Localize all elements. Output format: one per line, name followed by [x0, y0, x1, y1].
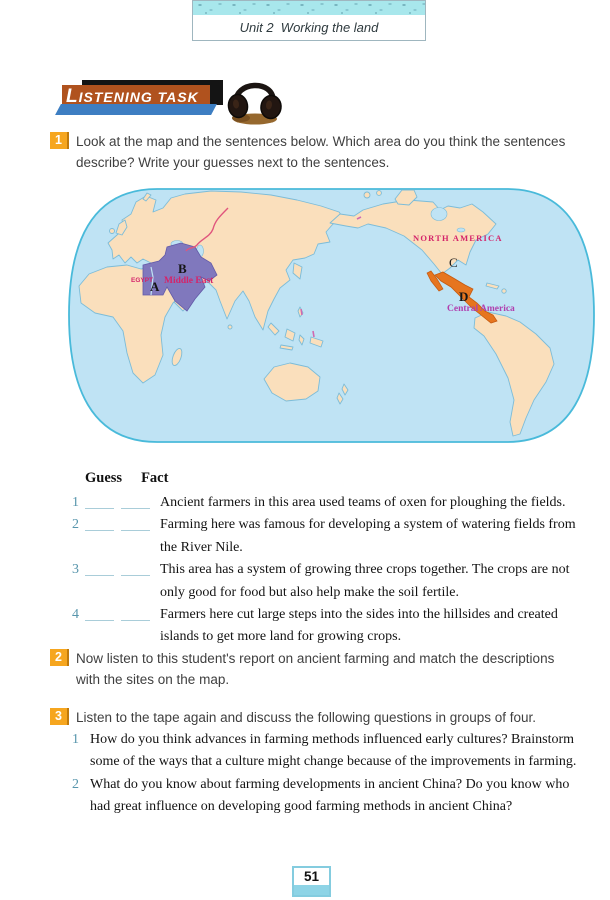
guess-column-header: Guess [85, 470, 123, 486]
task-1 [50, 131, 580, 173]
page-number-strip [294, 885, 329, 895]
guess-row-1 [70, 492, 582, 514]
guess-blank[interactable] [85, 574, 114, 576]
guess-blank[interactable] [85, 507, 114, 509]
guess-fact-header [70, 470, 582, 492]
task-1-number-badge: 1 [50, 132, 69, 149]
headphones-icon [226, 72, 284, 128]
map-marker-b: B [178, 261, 187, 276]
guess-fact-table [70, 470, 582, 649]
task-2 [50, 648, 580, 690]
task-3-number-badge: 3 [50, 708, 69, 725]
question-number: 1 [72, 732, 79, 747]
discussion-questions [70, 729, 582, 819]
guess-row-text: Farmers here cut large steps into the sides into the hillsides and created islands to get more land for growing crops. [160, 607, 558, 645]
fact-column-header: Fact [141, 470, 169, 486]
map-label-egypt: EGYPT [131, 277, 154, 284]
unit-title: Unit 2 Working the land [239, 20, 379, 35]
fact-blank[interactable] [121, 529, 150, 531]
world-map [67, 187, 596, 444]
guess-row-number: 1 [72, 495, 79, 510]
task-3-instruction: Listen to the tape again and discuss the following questions in groups of four. [76, 710, 537, 725]
task-3 [50, 707, 580, 728]
page-number: 51 [303, 869, 320, 884]
guess-row-number: 4 [72, 607, 79, 623]
task-1-instruction: Look at the map and the sentences below. Which area do you think the sentences describe? Write your guesses next to the sentences. [76, 134, 566, 170]
guess-row-text: Ancient farmers in this area used teams of oxen for ploughing the fields. [160, 495, 566, 510]
map-marker-d: D [459, 289, 469, 304]
guess-blank[interactable] [85, 619, 114, 621]
question-text: What do you know about farming developments in ancient China? Do you know who had great influence on developing good farming methods in ancient China? [90, 776, 570, 815]
page-number-box [292, 866, 331, 897]
question-text: How do you think advances in farming methods influenced early cultures? Brainstorm some of the ways that a culture might change because of the improvements in farming. [90, 732, 577, 770]
map-label-middle-east: Middle East [164, 276, 214, 286]
water-pattern-decoration [193, 1, 425, 15]
guess-row-text: This area has a system of growing three crops together. The crops are not only good for food but also help make the soil fertile. [160, 562, 570, 600]
task-2-number-badge: 2 [50, 649, 69, 666]
map-label-north-america: NORTH AMERICA [413, 233, 503, 243]
guess-row-4 [70, 604, 582, 649]
task-2-instruction: Now listen to this student's report on ancient farming and match the descriptions with the sites on the map. [76, 651, 555, 687]
listening-task-logo [52, 80, 222, 117]
guess-row-2 [70, 514, 582, 559]
discussion-question-1 [70, 729, 582, 774]
guess-row-number: 3 [72, 562, 79, 578]
fact-blank[interactable] [121, 574, 150, 576]
map-marker-a: A [150, 279, 160, 294]
guess-blank[interactable] [85, 529, 114, 531]
guess-row-number: 2 [72, 517, 79, 533]
fact-blank[interactable] [121, 619, 150, 621]
discussion-question-2 [70, 774, 582, 819]
guess-row-3 [70, 559, 582, 604]
question-number: 2 [72, 776, 79, 792]
guess-row-text: Farming here was famous for developing a system of watering fields from the River Nile. [160, 517, 576, 555]
map-label-central-america: Central America [447, 304, 515, 314]
section-title: LISTENING TASK [66, 86, 199, 107]
unit-header [192, 0, 426, 41]
map-marker-c: C [449, 255, 458, 270]
fact-blank[interactable] [121, 507, 150, 509]
